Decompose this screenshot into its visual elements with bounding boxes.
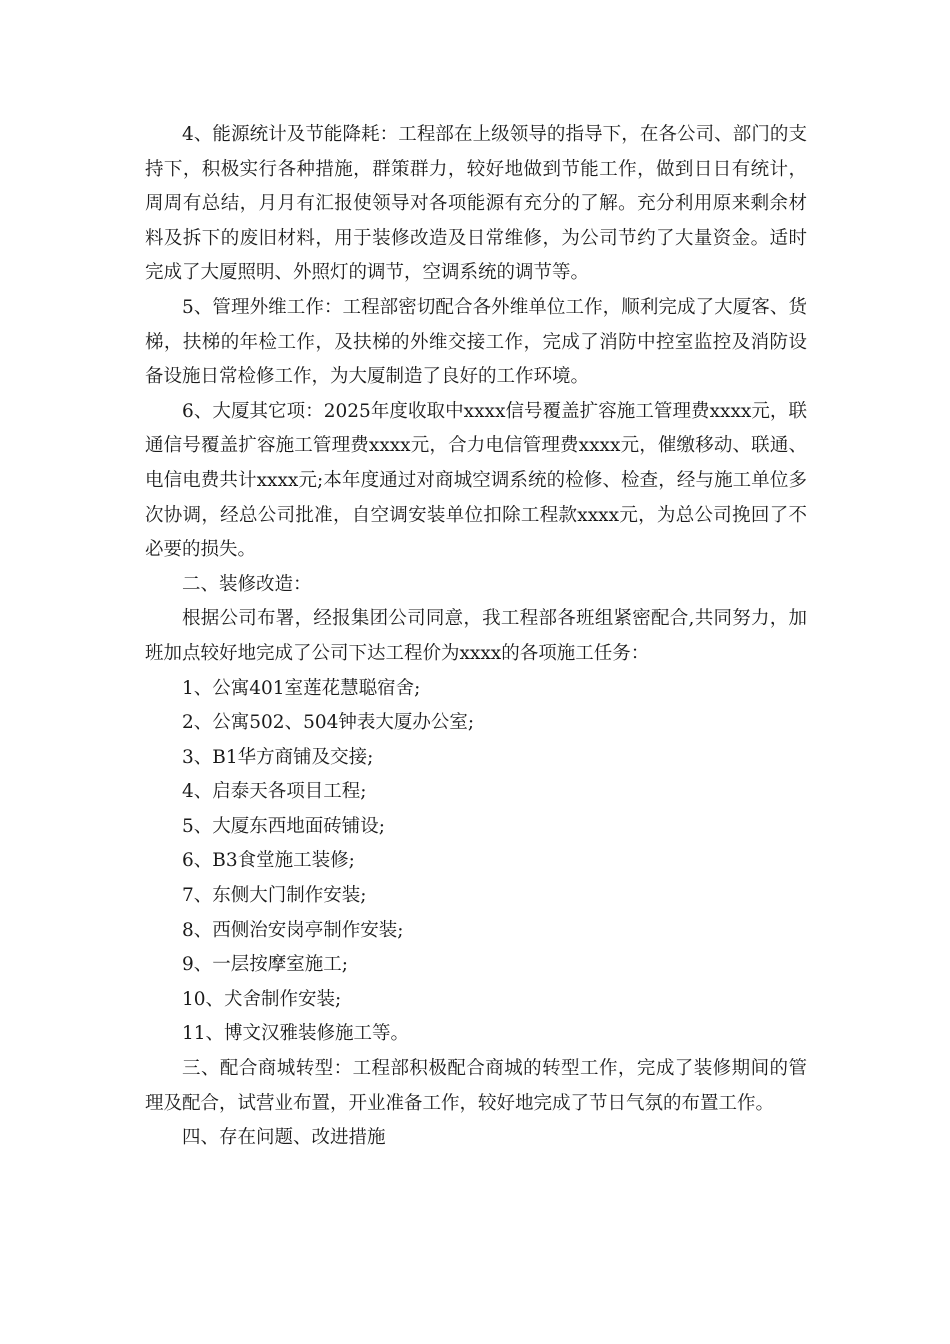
section-heading-issues: 四、存在问题、改进措施 [182,1127,386,1149]
list-item: 11、博文汉雅装修施工等。 [182,1023,410,1045]
list-item: 5、大厦东西地面砖铺设; [182,815,386,837]
list-item: 3、B1华方商铺及交接; [182,746,374,768]
list-item: 4、启泰天各项目工程; [182,781,367,803]
list-item: 1、公寓401室莲花慧聪宿舍; [182,677,421,699]
paragraph-mall-transformation: 三、配合商城转型：工程部积极配合商城的转型工作，完成了装修期间的管理及配合，试营业布置，开业准备工作，较好地完成了节日气氛的布置工作。 [145,1058,807,1114]
paragraph-external-maintenance: 5、管理外维工作：工程部密切配合各外维单位工作，顺利完成了大厦客、货梯，扶梯的年检工作，及扶梯的外维交接工作，完成了消防中控室监控及消防设备设施日常检修工作，为大厦制造了良好的工作环境。 [145,296,807,388]
list-item: 2、公寓502、504钟表大厦办公室; [182,712,475,734]
list-item: 6、B3食堂施工装修; [182,850,355,872]
document-page [145,118,807,1156]
list-item: 8、西侧治安岗亭制作安装; [182,919,404,941]
section-heading-renovation: 二、装修改造： [182,573,312,595]
paragraph-renovation-intro: 根据公司布署，经报集团公司同意，我工程部各班组紧密配合,共同努力，加班加点较好地完成了公司下达工程价为xxxx的各项施工任务： [145,608,807,664]
paragraph-other-items: 6、大厦其它项：2025年度收取中xxxx信号覆盖扩容施工管理费xxxx元，联通信号覆盖扩容施工管理费xxxx元，合力电信管理费xxxx元，催缴移动、联通、电信电费共计xxxx元;本年度通过对商城空调系统的检修、检查，经与施工单位多次协调，经总公司批准，自空调安装单位扣除工程款xxxx元，为总公司挽回了不必要的损失。 [145,400,807,561]
paragraph-energy-statistics: 4、能源统计及节能降耗：工程部在上级领导的指导下，在各公司、部门的支持下，积极实行各种措施，群策群力，较好地做到节能工作，做到日日有统计，周周有总结，月月有汇报使领导对各项能源有充分的了解。充分利用原来剩余材料及拆下的废旧材料，用于装修改造及日常维修，为公司节约了大量资金。适时完成了大厦照明、外照灯的调节，空调系统的调节等。 [145,124,807,284]
list-item: 9、一层按摩室施工; [182,954,349,976]
list-item: 10、犬舍制作安装; [182,988,342,1010]
list-item: 7、东侧大门制作安装; [182,885,367,907]
